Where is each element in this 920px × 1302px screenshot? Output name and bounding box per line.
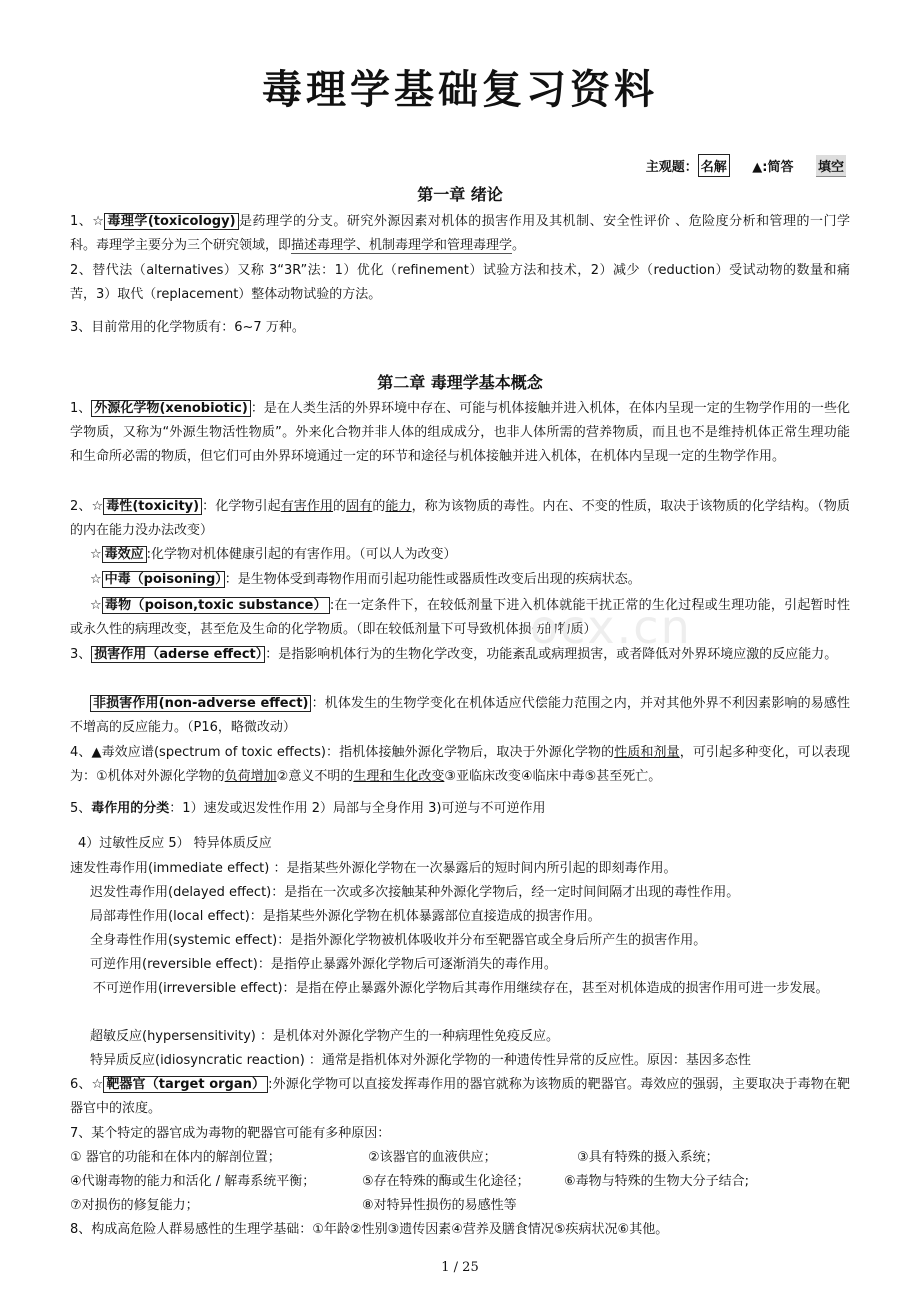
ch2-item-6: 6、☆ 靶器官（target organ） :外源化学物可以直接发挥毒作用的器官就称为该物质的靶器官。毒效应的强弱，主要取决于毒物在靶器官中的浓度。 (70, 1077, 850, 1117)
legend-fill: 填空 (816, 155, 846, 177)
ch2-item-2a: ☆ 毒效应 :化学物对机体健康引起的有害作用。（可以人为改变） (90, 547, 457, 562)
chapter2-heading: 第二章 毒理学基本概念 (377, 373, 543, 392)
ch1-item-1: 1、☆ 毒理学(toxicology) 是药理学的分支。研究外源因素对机体的损害作用及其机制、安全性评价 、危险度分析和管理的一门学科。毒理学主要分为三个研究领域，即描述毒理学、机制毒理学和管理毒理学。 (70, 214, 850, 254)
chapter1-heading: 第一章 绪论 (417, 185, 503, 204)
ch2-item-4: 4、▲毒效应谱(spectrum of toxic effects)：指机体接触外源化学物后，取决于外源化学物的性质和剂量，可引起多种变化，可以表现为：①机体对外源化学物的负荷增加②意义不明的生理和生化改变③亚临床改变④临床中毒⑤甚至死亡。 (70, 745, 850, 785)
reason-4: ④代谢毒物的能力和活化 / 解毒系统平衡； (70, 1174, 316, 1189)
reason-5: ⑤存在特殊的酶或生化途径； (362, 1174, 530, 1189)
reason-3: ③具有特殊的摄入系统； (577, 1150, 719, 1165)
def-systemic: 全身毒性作用(systemic effect)：是指外源化学物被机体吸收并分布至靶器官或全身后所产生的损害作用。 (90, 933, 707, 948)
def-idiosyncratic: 特异质反应(idiosyncratic reaction) ：通常是指机体对外源化学物的一种遗传性异常的反应性。原因：基因多态性 (90, 1053, 751, 1068)
legend-triangle: ▲:简答 (752, 160, 794, 175)
ch2-item-2: 2、☆ 毒性(toxicity) ：化学物引起有害作用的固有的能力，称为该物质的毒性。内在、不变的性质，取决于该物质的化学结构。（物质的内在能力没办法改变） (70, 499, 850, 539)
ch2-item-5: 5、毒作用的分类：1）速发或迟发性作用 2）局部与全身作用 3)可逆与不可逆作用 (70, 801, 546, 816)
def-delayed: 迟发性毒作用(delayed effect)：是指在一次或多次接触某种外源化学物后，经一定时间间隔才出现的毒性作用。 (90, 885, 740, 900)
watermark: ocx.cn (530, 600, 692, 654)
ch2-item-3b: 非损害作用(non-adverse effect) ：机体发生的生物学变化在机体适应代偿能力范围之内，并对其他外界不利因素影响的易感性不增高的反应能力。（P16，略微改动） (70, 696, 850, 736)
legend (646, 154, 846, 177)
ch2-item-3: 3、 损害作用（aderse effect） ：是指影响机体行为的生物化学改变，功能紊乱或病理损害，或者降低对外界环境应激的反应能力。 (70, 647, 838, 662)
reason-8: ⑧对特异性损伤的易感性等 (362, 1198, 517, 1213)
document-title: 毒理学基础复习资料 (262, 67, 658, 113)
ch2-item-8: 8、构成高危险人群易感性的生理学基础：①年龄②性别③遗传因素④营养及膳食情况⑤疾病状况⑥其他。 (70, 1222, 669, 1237)
ch2-item-2b: ☆ 中毒（poisoning） ：是生物体受到毒物作用而引起功能性或器质性改变后出现的疾病状态。 (90, 572, 641, 587)
def-immediate: 速发性毒作用(immediate effect) ：是指某些外源化学物在一次暴露后的短时间内所引起的即刻毒作用。 (70, 861, 677, 876)
def-reversible: 可逆作用(reversible effect)：是指停止暴露外源化学物后可逐渐消失的毒作用。 (90, 957, 557, 972)
ch2-item-5-line2: 4）过敏性反应 5） 特异体质反应 (78, 836, 272, 851)
reason-1: ① 器官的功能和在体内的解剖位置； (70, 1150, 281, 1165)
ch1-item-3: 3、目前常用的化学物质有：6~7 万种。 (70, 320, 305, 335)
ch2-item-7: 7、某个特定的器官成为毒物的靶器官可能有多种原因： (70, 1126, 391, 1141)
page-number: 1 / 25 (441, 1260, 479, 1275)
reason-2: ②该器官的血液供应； (368, 1150, 497, 1165)
ch2-item-2c: ☆ 毒物（poison,toxic substance） :在一定条件下，在较低剂量下进入机体就能干扰正常的生化过程或生理功能，引起暂时性或永久性的病理改变，甚至危及生命的化学物质。（即在较低剂量下可导致机体损伤的物质） (70, 598, 851, 638)
ch1-item-2: 2、替代法（alternatives）又称 3“3R”法：1）优化（refinement）试验方法和技术，2）减少（reduction）受试动物的数量和痛苦，3）取代（replacement）整体动物试验的方法。 (70, 263, 850, 303)
def-hypersensitivity: 超敏反应(hypersensitivity) ：是机体对外源化学物产生的一种病理性免疫反应。 (90, 1029, 560, 1044)
reason-6: ⑥毒物与特殊的生物大分子结合; (564, 1174, 750, 1189)
ch2-item-1: 1、 外源化学物(xenobiotic) ：是在人类生活的外界环境中存在、可能与机体接触并进入机体，在体内呈现一定的生物学作用的一些化学物质，又称为“外源生物活性物质”。外来化合物并非人体的组成成分，也非人体所需的营养物质，而且也不是维持机体正常生理功能和生命所必需的物质，但它们可由外界环境通过一定的环节和途径与机体接触并进入机体，在机体内呈现一定的生物学作用。 (70, 401, 850, 465)
def-irreversible: 不可逆作用(irreversible effect)：是指在停止暴露外源化学物后其毒作用继续存在，甚至对机体造成的损害作用可进一步发展。 (93, 981, 829, 996)
legend-label: 主观题： (645, 160, 698, 175)
def-local: 局部毒性作用(local effect)：是指某些外源化学物在机体暴露部位直接造成的损害作用。 (90, 909, 601, 924)
legend-box-term: 名解 (698, 154, 730, 177)
reason-7: ⑦对损伤的修复能力； (70, 1198, 199, 1213)
